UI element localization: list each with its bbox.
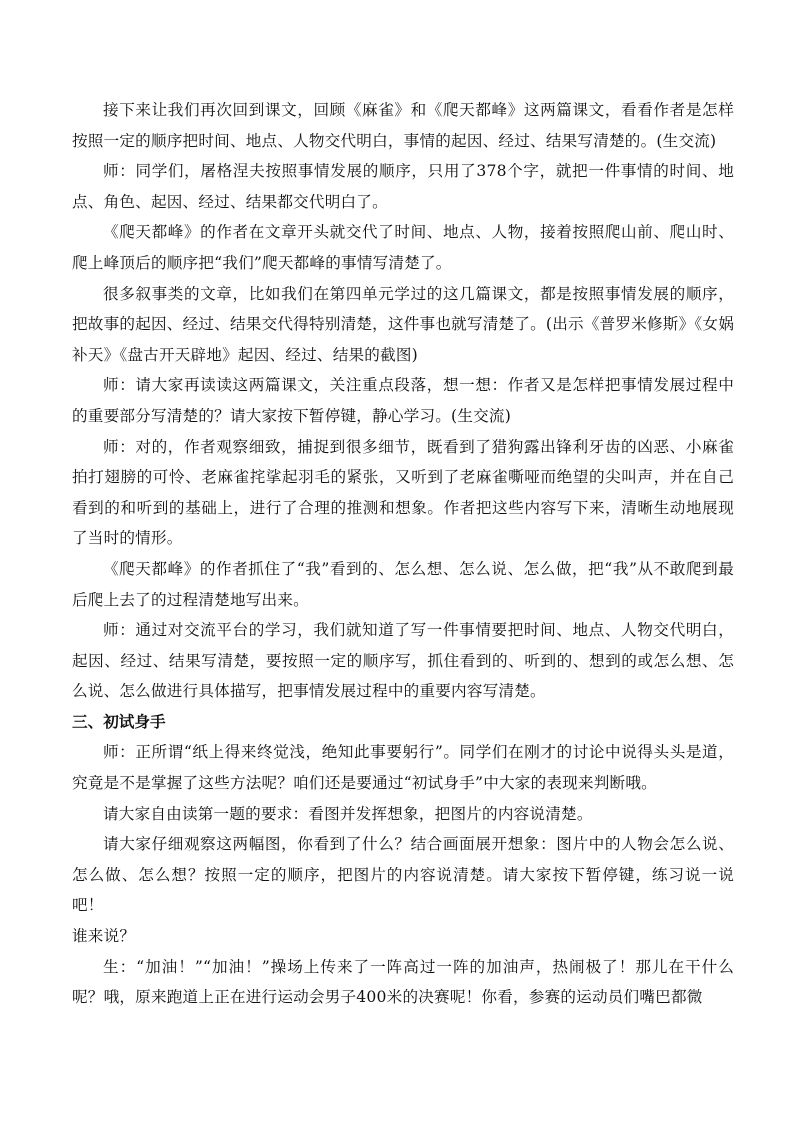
paragraph: 请大家仔细观察这两幅图，你看到了什么？结合画面展开想象：图片中的人物会怎么说、怎么做、怎么想？按照一定的顺序，把图片的内容说清楚。请大家按下暂停键，练习说一说吧！ bbox=[72, 835, 734, 915]
paragraph: 《爬天都峰》的作者抓住了“我”看到的、怎么想、怎么说、怎么做，把“我”从不敢爬到最后爬上去了的过程清楚地写出来。 bbox=[72, 559, 734, 609]
paragraph-no-indent: 谁来说？ bbox=[72, 927, 136, 946]
paragraph: 师：通过对交流平台的学习，我们就知道了写一件事情要把时间、地点、人物交代明白，起因、经过、结果写清楚，要按照一定的顺序写，抓住看到的、听到的、想到的或怎么想、怎么说、怎么做进行具体描写，把事情发展过程中的重要内容写清楚。 bbox=[72, 621, 734, 701]
paragraph: 接下来让我们再次回到课文，回顾《麻雀》和《爬天都峰》这两篇课文，看看作者是怎样按照一定的顺序把时间、地点、人物交代明白，事情的起因、经过、结果写清楚的。(生交流) bbox=[72, 101, 734, 150]
paragraph: 很多叙事类的文章，比如我们在第四单元学过的这几篇课文，都是按照事情发展的顺序，把故事的起因、经过、结果交代得特别清楚，这件事也就写清楚了。(出示《普罗米修斯》《女娲补天》《盘古开天辟地》起因、经过、结果的截图) bbox=[72, 284, 734, 364]
paragraph: 生：“加油！”“加油！”操场上传来了一阵高过一阵的加油声，热闹极了！那儿在干什么呢？哦，原来跑道上正在进行运动会男子400米的决赛呢！你看，参赛的运动员们嘴巴都微 bbox=[72, 957, 734, 1007]
paragraph: 请大家自由读第一题的要求：看图并发挥想象，把图片的内容说清楚。 bbox=[103, 804, 593, 823]
paragraph: 师：请大家再读读这两篇课文，关注重点段落，想一想：作者又是怎样把事情发展过程中的重要部分写清楚的？请大家按下暂停键，静心学习。(生交流) bbox=[72, 376, 734, 425]
paragraph: 师：同学们，屠格涅夫按照事情发展的顺序，只用了378个字，就把一件事情的时间、地点、角色、起因、经过、结果都交代明白了。 bbox=[72, 162, 734, 211]
section-heading: 三、初试身手 bbox=[72, 712, 166, 731]
paragraph: 《爬天都峰》的作者在文章开头就交代了时间、地点、人物，接着按照爬山前、爬山时、爬上峰顶后的顺序把“我们”爬天都峰的事情写清楚了。 bbox=[72, 223, 734, 272]
paragraph: 师：对的，作者观察细致，捕捉到很多细节，既看到了猎狗露出锋利牙齿的凶恶、小麻雀拍打翅膀的可怜、老麻雀挓挲起羽毛的紧张，又听到了老麻雀嘶哑而绝望的尖叫声，并在自己看到的和听到的基础上，进行了合理的推测和想象。作者把这些内容写下来，清晰生动地展现了当时的情形。 bbox=[72, 437, 734, 548]
paragraph: 师：正所谓“纸上得来终觉浅，绝知此事要躬行”。同学们在刚才的讨论中说得头头是道，究竟是不是掌握了这些方法呢？咱们还是要通过“初试身手”中大家的表现来判断哦。 bbox=[72, 743, 734, 793]
document-page bbox=[72, 95, 734, 1013]
